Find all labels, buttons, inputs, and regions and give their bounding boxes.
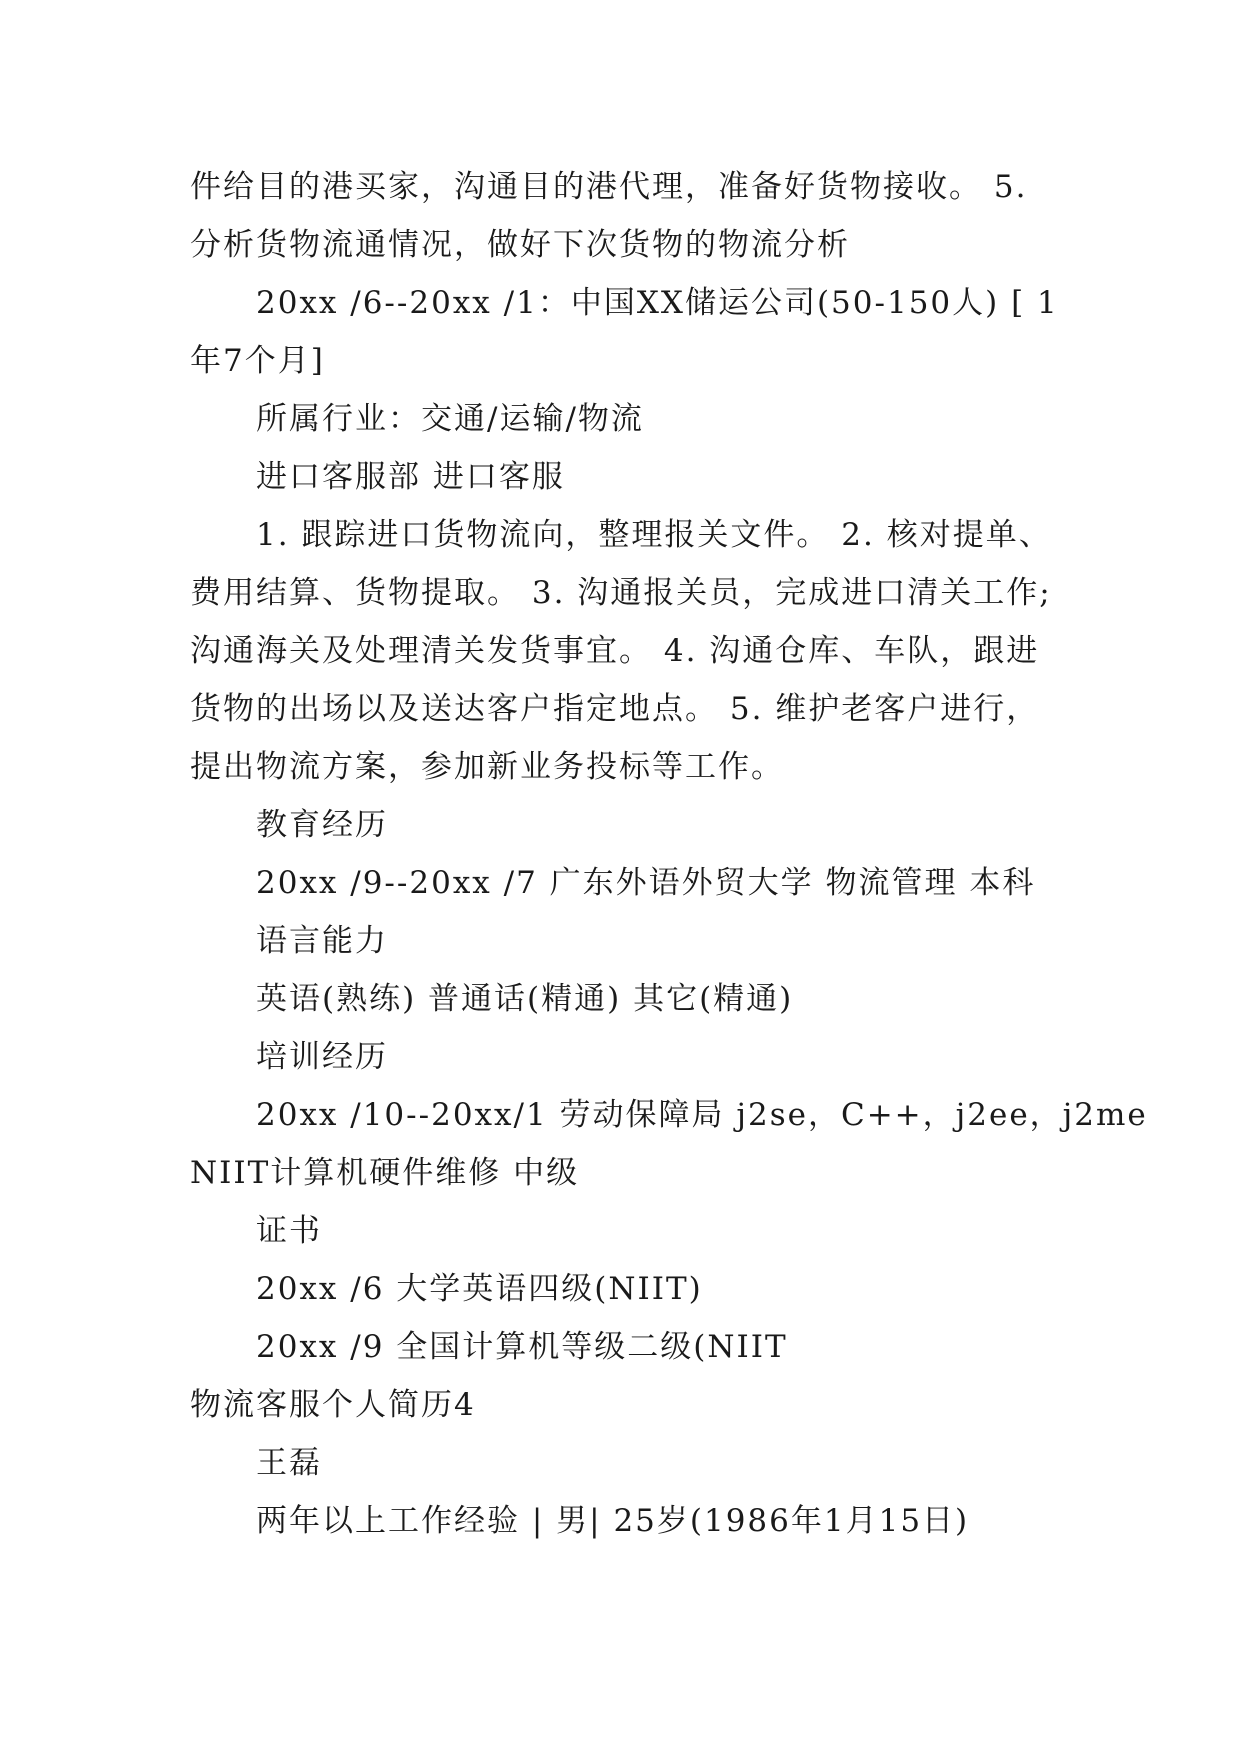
certificate-entry: 20xx /9 全国计算机等级二级(NIIT [256, 1329, 788, 1365]
work-period-line: 20xx /6--20xx /1：中国XX储运公司(50-150人) [ 1 [256, 285, 1059, 321]
document-page [190, 158, 1148, 1550]
text-line: 件给目的港买家，沟通目的港代理，准备好货物接收。 5. [190, 169, 1028, 205]
department-line: 进口客服部 进口客服 [256, 459, 565, 495]
resume-title: 物流客服个人简历4 [190, 1387, 476, 1423]
candidate-name: 王磊 [256, 1445, 322, 1481]
text-line: 年7个月] [190, 343, 325, 379]
certificate-entry: 20xx /6 大学英语四级(NIIT) [256, 1271, 703, 1307]
section-heading-certificates: 证书 [256, 1213, 322, 1249]
candidate-summary: 两年以上工作经验 | 男| 25岁(1986年1月15日) [256, 1503, 970, 1539]
text-line: 费用结算、货物提取。 3. 沟通报关员，完成进口清关工作; [190, 575, 1052, 611]
industry-line: 所属行业：交通/运输/物流 [256, 401, 644, 437]
text-line: 分析货物流通情况，做好下次货物的物流分析 [190, 227, 850, 263]
text-line: 提出物流方案，参加新业务投标等工作。 [190, 749, 784, 785]
text-line: 货物的出场以及送达客户指定地点。 5. 维护老客户进行， [190, 691, 1040, 727]
section-heading-language: 语言能力 [256, 923, 388, 959]
language-entry: 英语(熟练) 普通话(精通) 其它(精通) [256, 981, 794, 1017]
section-heading-education: 教育经历 [256, 807, 388, 843]
text-line: NIIT计算机硬件维修 中级 [190, 1155, 580, 1191]
text-line: 沟通海关及处理清关发货事宜。 4. 沟通仓库、车队，跟进 [190, 633, 1040, 669]
training-entry: 20xx /10--20xx/1 劳动保障局 j2se，C++，j2ee，j2me [256, 1097, 1148, 1133]
section-heading-training: 培训经历 [256, 1039, 388, 1075]
education-entry: 20xx /9--20xx /7 广东外语外贸大学 物流管理 本科 [256, 865, 1036, 901]
duties-line: 1. 跟踪进口货物流向，整理报关文件。 2. 核对提单、 [256, 517, 1052, 553]
